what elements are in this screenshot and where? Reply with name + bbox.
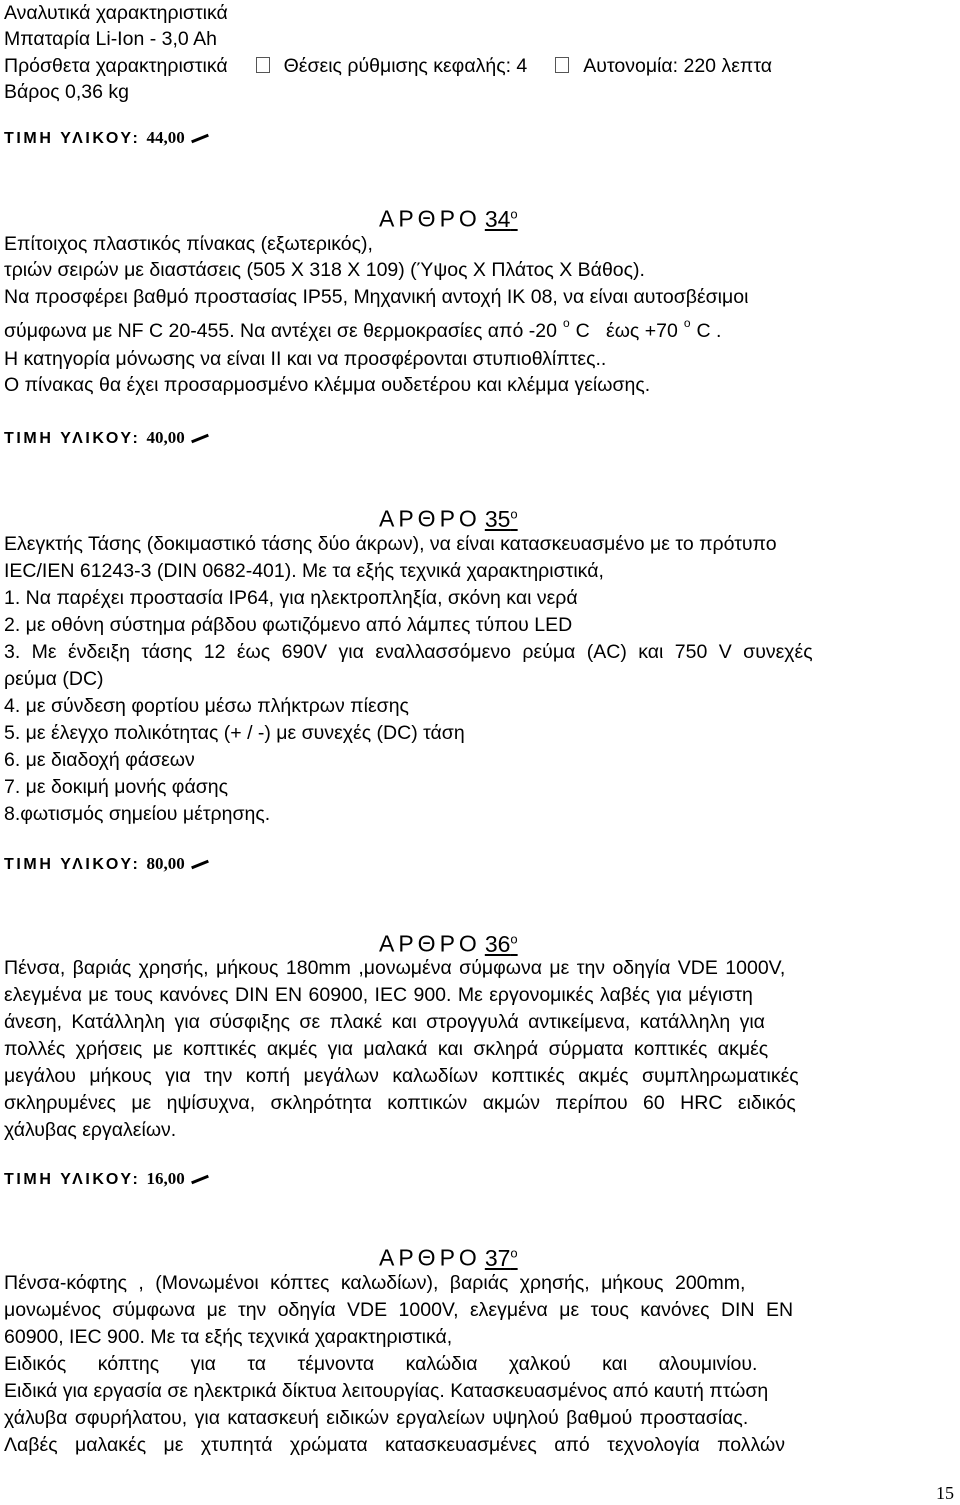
price-value: 40,00 <box>146 428 185 447</box>
list-item: 6. με διαδοχή φάσεων <box>4 749 195 771</box>
spec-heading: Αναλυτικά χαρακτηριστικά <box>4 2 228 24</box>
price-label: ΤΙΜΗ ΥΛΙΚΟΥ: <box>4 856 141 873</box>
paragraph-line: Να προσφέρει βαθμό προστασίας IP55, Μηχανική αντοχή IK 08, να είναι αυτοσβέσιμοι <box>4 286 749 308</box>
article-heading <box>379 500 518 533</box>
article-heading <box>379 1239 518 1272</box>
paragraph-line: τριών σειρών με διαστάσεις (505 Χ 318 Χ 109) (Ύψος Χ Πλάτος Χ Βάθος). <box>4 259 645 281</box>
extra-features-label: Πρόσθετα χαρακτηριστικά <box>4 55 228 77</box>
price-line <box>4 127 209 150</box>
paragraph-line: Πένσα-κόφτης , (Μονωμένοι κόπτες καλωδίων), βαριάς χρησής, μήκους 200mm, <box>4 1272 746 1294</box>
paragraph-line: μονωμένος σύμφωνα με την οδηγία VDE 1000V, ελεγμένα με τους κανόνες DIN EN <box>4 1299 794 1321</box>
price-value: 16,00 <box>146 1169 185 1188</box>
price-line <box>4 853 209 876</box>
article-label: ΑΡΘΡΟ <box>379 930 481 957</box>
article-label: ΑΡΘΡΟ <box>379 1244 481 1271</box>
euro-sign-icon <box>191 134 209 144</box>
list-item: 1. Να παρέχει προστασία IP64, για ηλεκτροπληξία, σκόνη και νερά <box>4 587 578 609</box>
price-line <box>4 1168 209 1191</box>
extra-features-line <box>4 53 772 79</box>
euro-sign-icon <box>191 860 209 870</box>
weight-line: Βάρος 0,36 kg <box>4 81 129 103</box>
paragraph-line: Ελεγκτής Τάσης (δοκιμαστικό τάσης δύο άκρων), να είναι κατασκευασμένο με το πρότυπο <box>4 533 777 555</box>
bullet-box-icon <box>256 57 270 73</box>
list-item: 2. με οθόνη σύστημα ράβδου φωτιζόμενο από λάμπες τύπου LED <box>4 614 573 636</box>
paragraph-line: Λαβές μαλακές με χτυπητά χρώματα κατασκευασμένες από τεχνολογία πολλών <box>4 1434 785 1456</box>
paragraph-line: χάλυβας εργαλείων. <box>4 1119 177 1141</box>
price-label: ΤΙΜΗ ΥΛΙΚΟΥ: <box>4 430 141 447</box>
page-number: 15 <box>936 1483 954 1503</box>
list-item: 8.φωτισμός σημείου μέτρησης. <box>4 803 271 825</box>
paragraph-line: σύμφωνα με NF C 20-455. Να αντέχει σε θερμοκρασίες από -20 $^o$ C έως +70 $^o$ C . <box>4 316 722 342</box>
list-item: 7. με δοκιμή μονής φάσης <box>4 776 228 798</box>
paragraph-line: χάλυβα σφυρήλατου, για κατασκευή ειδικών εργαλείων υψηλού βαθμού προστασίας. <box>4 1407 749 1429</box>
paragraph-line: ελεγμένα με τους κανόνες DIN EN 60900, IEC 900. Με εργονομικές λαβές για μέγιστη <box>4 984 753 1006</box>
price-value: 44,00 <box>146 128 185 147</box>
article-number: $35^o$ <box>484 505 518 532</box>
paragraph-line: Ειδικός κόπτης για τα τέμνοντα καλώδια χαλκού και αλουμινίου. <box>4 1353 758 1375</box>
list-item: 5. με έλεγχο πολικότητας (+ / -) με συνεχές (DC) τάση <box>4 722 465 744</box>
price-line <box>4 427 209 450</box>
paragraph-line: σκληρυμένες με ηψίσυχνα, σκληρότητα κοπτικών ακμών περίπου 60 HRC ειδικός <box>4 1092 796 1114</box>
article-number: $37^o$ <box>484 1244 518 1271</box>
degree-sign: ο <box>683 316 691 330</box>
paragraph-line: IEC/IEN 61243-3 (DIN 0682-401). Με τα εξής τεχνικά χαρακτηριστικά, <box>4 560 604 582</box>
paragraph-line: Η κατηγορία μόνωσης να είναι ΙΙ και να προσφέρονται στυπιοθλίπτες.. <box>4 348 607 370</box>
bullet-box-icon <box>555 57 569 73</box>
battery-line: Μπαταρία Li-Ion - 3,0 Ah <box>4 28 217 50</box>
paragraph-line: Ειδικά για εργασία σε ηλεκτρικά δίκτυα λειτουργίας. Κατασκευασμένος από καυτή πτώση <box>4 1380 769 1402</box>
head-positions: Θέσεις ρύθμισης κεφαλής: 4 <box>283 55 528 77</box>
price-label: ΤΙΜΗ ΥΛΙΚΟΥ: <box>4 1171 141 1188</box>
article-number: $36^o$ <box>484 930 518 957</box>
list-item: 3. Με ένδειξη τάσης 12 έως 690V για εναλλασσόμενο ρεύμα (AC) και 750 V συνεχές <box>4 641 813 663</box>
autonomy: Αυτονομία: 220 λεπτα <box>583 55 773 77</box>
paragraph-line: άνεση, Κατάλληλη για σύσφιξης σε πλακέ και στρογγυλά αντικείμενα, κατάλληλη για <box>4 1011 765 1033</box>
paragraph-line: πολλές χρήσεις με κοπτικές ακμές για μαλακά και σκληρά σύρματα κοπτικές ακμές <box>4 1038 769 1060</box>
article-heading <box>379 200 518 233</box>
euro-sign-icon <box>191 434 209 444</box>
article-label: ΑΡΘΡΟ <box>379 205 481 232</box>
degree-sign: ο <box>562 316 570 330</box>
paragraph-line: 60900, IEC 900. Με τα εξής τεχνικά χαρακτηριστικά, <box>4 1326 453 1348</box>
paragraph-line: Επίτοιχος πλαστικός πίνακας (εξωτερικός), <box>4 233 373 255</box>
paragraph-line: Ο πίνακας θα έχει προσαρμοσμένο κλέμμα ουδετέρου και κλέμμα γείωσης. <box>4 374 651 396</box>
list-item: 4. με σύνδεση φορτίου μέσω πλήκτρων πίεσης <box>4 695 409 717</box>
paragraph-line: μεγάλου μήκους για την κοπή μεγάλων καλωδίων κοπτικές ακμές συμπληρωματικές <box>4 1065 799 1087</box>
article-label: ΑΡΘΡΟ <box>379 505 481 532</box>
euro-sign-icon <box>191 1175 209 1185</box>
article-heading <box>379 925 518 958</box>
price-label: ΤΙΜΗ ΥΛΙΚΟΥ: <box>4 130 141 147</box>
article-number: $34^o$ <box>484 205 518 232</box>
list-item: ρεύμα (DC) <box>4 668 104 690</box>
price-value: 80,00 <box>146 854 185 873</box>
paragraph-line: Πένσα, βαριάς χρησής, μήκους 180mm ,μονωμένα σύμφωνα με την οδηγία VDE 1000V, <box>4 957 786 979</box>
